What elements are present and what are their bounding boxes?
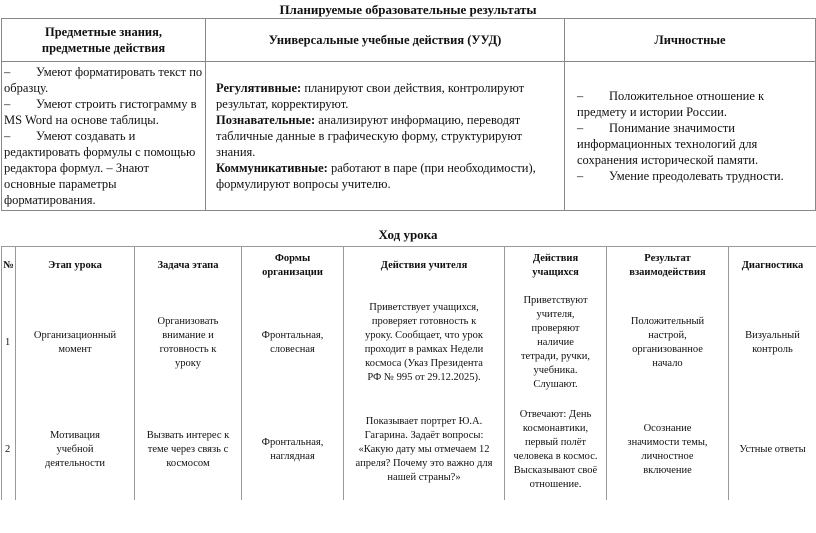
personal-item: – Умение преодолевать трудности. <box>577 169 784 183</box>
col-teacher: Действия учителя <box>344 247 505 286</box>
col-task: Задача этапа <box>135 247 242 286</box>
personal-cell <box>565 62 816 211</box>
table-row: 1 Организационный момент Организовать внимание и готовность к уроку Фронтальная, словесная Приветствует учащихся, проверяет готовность к уроку. Сообщает, что урок проходит в рамках Недели космоса (Указ Президента РФ № 995 от 29.12.2025). Приветствуют учителя, проверяют наличие тетради, ручки, учебника. Слушают. Положительный настрой, организованное начало Визуальный контроль <box>2 285 816 400</box>
uud-item: Коммуникативные: работают в паре (при необходимости), формулируют вопросы учителю. <box>216 161 536 191</box>
col-students: Действия учащихся <box>505 247 607 286</box>
results-title: Планируемые образовательные результаты <box>279 2 537 17</box>
uud-item: Регулятивные: планируют свои действия, контролируют результат, корректируют. <box>216 81 525 111</box>
lesson-header-row <box>2 247 816 286</box>
subject-item: – Умеют создавать и редактировать формулы с помощью редактора формул. – Знают основные параметры форматирования. <box>4 129 196 207</box>
results-table <box>1 18 816 211</box>
subject-cell <box>2 62 206 211</box>
col-result: Результат взаимодействия <box>607 247 729 286</box>
col-number: № <box>2 247 16 286</box>
subject-item: – Умеют строить гистограмму в MS Word на основе таблицы. <box>4 97 197 127</box>
table-row: 2 Мотивация учебной деятельности Вызвать интерес к теме через связь с космосом Фронтальная, наглядная Показывает портрет Ю.А. Гагарина. Задаёт вопросы: «Какую дату мы отмечаем 12 апреля? Почему это важно для нашей страны?» Отвечают: День космонавтики, первый полёт человека в космос. Высказывают своё отношение. Осознание значимости темы, личностное включение Устные ответы <box>2 400 816 500</box>
col-diagnostics: Диагностика <box>729 247 816 286</box>
header-personal: Личностные <box>565 19 816 62</box>
personal-item: – Понимание значимости информационных технологий для сохранения исторической памяти. <box>577 121 759 167</box>
subject-item: – Умеют форматировать текст по образцу. <box>4 65 203 95</box>
header-subject: Предметные знания, предметные действия <box>2 19 206 62</box>
col-forms: Формы организации <box>242 247 344 286</box>
uud-cell <box>206 62 565 211</box>
header-uud: Универсальные учебные действия (УУД) <box>206 19 565 62</box>
col-stage: Этап урока <box>16 247 135 286</box>
lesson-title: Ход урока <box>378 227 438 242</box>
lesson-table <box>1 246 816 500</box>
personal-item: – Положительное отношение к предмету и истории России. <box>577 89 765 119</box>
uud-item: Познавательные: анализируют информацию, переводят табличные данные в графическую форму, структурируют знания. <box>216 113 523 159</box>
